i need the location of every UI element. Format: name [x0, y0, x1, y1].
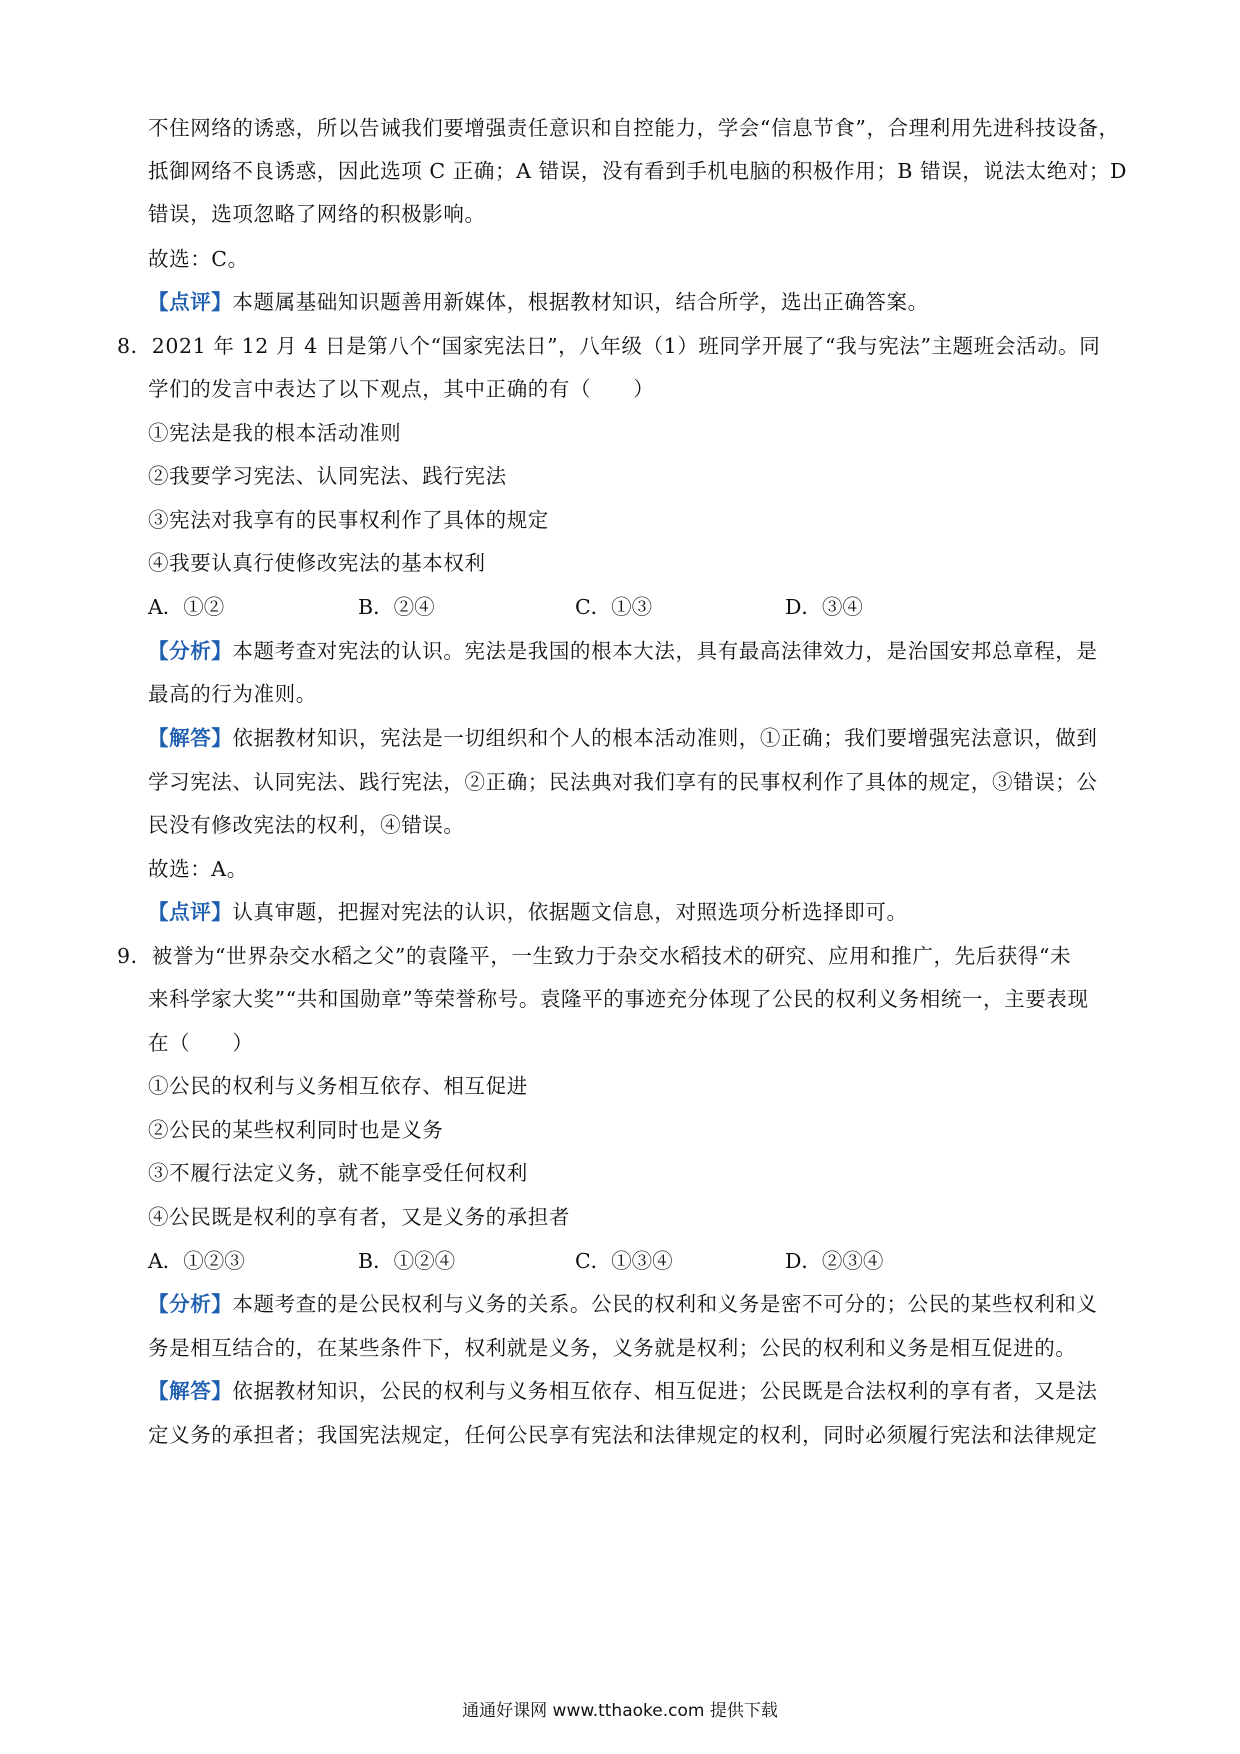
q8-item-3: ③宪法对我享有的民事权利作了具体的规定 — [148, 508, 549, 532]
analysis-tag: 【分析】 — [148, 1292, 233, 1316]
q8-option-b: B．②④ — [358, 595, 435, 619]
q8-choice: 故选：A。 — [148, 857, 248, 881]
page-footer: 通通好课网 www.tthaoke.com 提供下载 — [462, 1701, 778, 1721]
review-tag: 【点评】 — [148, 900, 233, 924]
q8-answer-line-3: 民没有修改宪法的权利，④错误。 — [148, 813, 465, 837]
q9-stem-line-3: 在（ ） — [148, 1031, 254, 1055]
q9-analysis-line-2: 务是相互结合的，在某些条件下，权利就是义务，义务就是权利；公民的权利和义务是相互促进的。 — [148, 1336, 1077, 1360]
q8-item-4: ④我要认真行使修改宪法的基本权利 — [148, 551, 486, 575]
q8-option-c: C．①③ — [575, 595, 653, 619]
q9-option-c: C．①③④ — [575, 1249, 673, 1273]
q9-answer-line-2: 定义务的承担者；我国宪法规定，任何公民享有宪法和法律规定的权利，同时必须履行宪法和法律规定 — [148, 1423, 1098, 1447]
q8-stem-line-1: 8．2021 年 12 月 4 日是第八个“国家宪法日”，八年级（1）班同学开展了“我与宪法”主题班会活动。同 — [117, 334, 1101, 358]
prev-answer-line-1: 不住网络的诱惑，所以告诫我们要增强责任意识和自控能力，学会“信息节食”，合理利用先进科技设备， — [148, 116, 1120, 140]
analysis-text: 本题考查对宪法的认识。宪法是我国的根本大法，具有最高法律效力，是治国安邦总章程，是 — [232, 639, 1098, 663]
q9-stem-line-1: 9．被誉为“世界杂交水稻之父”的袁隆平，一生致力于杂交水稻技术的研究、应用和推广，先后获得“未 — [117, 944, 1072, 968]
q9-item-1: ①公民的权利与义务相互依存、相互促进 — [148, 1074, 528, 1098]
q8-option-d: D．③④ — [785, 595, 863, 619]
q9-option-b: B．①②④ — [358, 1249, 456, 1273]
prev-choice: 故选：C。 — [148, 247, 249, 271]
analysis-text: 本题考查的是公民权利与义务的关系。公民的权利和义务是密不可分的；公民的某些权利和义 — [232, 1292, 1098, 1316]
q9-item-4: ④公民既是权利的享有者，又是义务的承担者 — [148, 1205, 570, 1229]
answer-tag: 【解答】 — [148, 726, 233, 750]
q8-analysis-line-1 — [148, 638, 1098, 664]
prev-answer-line-3: 错误，选项忽略了网络的积极影响。 — [148, 202, 486, 226]
q8-item-2: ②我要学习宪法、认同宪法、践行宪法 — [148, 464, 507, 488]
q9-analysis-line-1 — [148, 1291, 1098, 1317]
q8-option-a: A．①② — [148, 595, 225, 619]
answer-tag: 【解答】 — [148, 1379, 233, 1403]
q8-stem-line-2: 学们的发言中表达了以下观点，其中正确的有（ ） — [148, 377, 655, 401]
q9-option-d: D．②③④ — [785, 1249, 884, 1273]
q9-answer-line-1 — [148, 1378, 1098, 1404]
answer-text: 依据教材知识，公民的权利与义务相互依存、相互促进；公民既是合法权利的享有者，又是法 — [232, 1379, 1098, 1403]
q9-stem-line-2: 来科学家大奖”“共和国勋章”等荣誉称号。袁隆平的事迹充分体现了公民的权利义务相统一，主要表现 — [148, 987, 1089, 1011]
q9-item-2: ②公民的某些权利同时也是义务 — [148, 1118, 444, 1142]
prev-review — [148, 289, 929, 315]
q8-item-1: ①宪法是我的根本活动准则 — [148, 421, 402, 445]
analysis-tag: 【分析】 — [148, 639, 233, 663]
review-text: 认真审题，把握对宪法的认识，依据题文信息，对照选项分析选择即可。 — [232, 900, 908, 924]
q8-review — [148, 899, 908, 925]
q9-item-3: ③不履行法定义务，就不能享受任何权利 — [148, 1161, 528, 1185]
review-text: 本题属基础知识题善用新媒体，根据教材知识，结合所学，选出正确答案。 — [232, 290, 929, 314]
prev-answer-line-2: 抵御网络不良诱惑，因此选项 C 正确；A 错误，没有看到手机电脑的积极作用；B 错误，说法太绝对；D — [148, 159, 1128, 183]
review-tag: 【点评】 — [148, 290, 233, 314]
q9-option-a: A．①②③ — [148, 1249, 245, 1273]
q8-analysis-line-2: 最高的行为准则。 — [148, 682, 317, 706]
answer-text: 依据教材知识，宪法是一切组织和个人的根本活动准则，①正确；我们要增强宪法意识，做到 — [232, 726, 1098, 750]
q8-answer-line-1 — [148, 725, 1098, 751]
q8-answer-line-2: 学习宪法、认同宪法、践行宪法，②正确；民法典对我们享有的民事权利作了具体的规定，③错误；公 — [148, 770, 1098, 794]
